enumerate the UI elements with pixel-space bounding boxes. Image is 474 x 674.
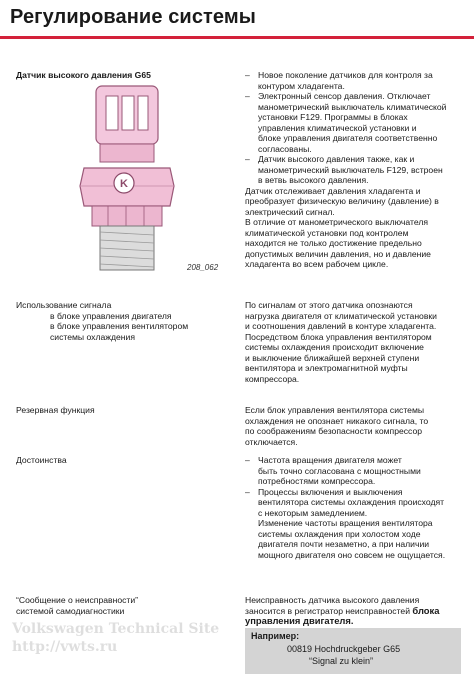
signal-usage-text: По сигналам от этого датчика опознаются нагрузка двигателя от климатической установки и соотношения давлений в контуре хладагента. Посредством блока управления вентилятором системы охлаждения происходит включение и выключение ближайшей верхней ступени вентилятора и электромагнитной муфты компрессора. [245, 300, 437, 384]
diagnostics-label: “Сообщение о неисправности” системой самодиагностики [16, 595, 139, 616]
watermark: Volkswagen Technical Site http://vwts.ru [12, 621, 220, 655]
page-header [0, 0, 474, 40]
list-item: – Датчик высокого давления также, как и манометрический выключатель F129, встроен в ветвь высокого давления. [245, 154, 470, 186]
backup-function-label: Резервная функция [16, 405, 95, 415]
example-fault-code: 00819 Hochdruckgeber G65 [287, 644, 401, 654]
svg-text:K: K [120, 178, 128, 190]
list-item: – Процессы включения и выключения вентилятора системы охлаждения происходят с некоторым замедлением. [245, 487, 470, 519]
header-divider [0, 36, 474, 39]
figure-caption: 208_062 [187, 263, 219, 272]
advantages-note: Изменение частоты вращения вентилятора системы охлаждения при холостом ходе двигателя почти незаметно, а при наличии мощного двигателя оно совсем не ощущается. [258, 518, 446, 560]
signal-usage-label: Использование сигнала в блоке управления двигателя в блоке управления вентилятором системы охлаждения [16, 300, 189, 342]
diagnostics-text: Неисправность датчика высокого давления заносится в регистратор неисправностей блока управления двигателя. [245, 595, 440, 626]
list-item: – Новое поколение датчиков для контроля за контуром хладагента. [245, 70, 470, 91]
list-item: – Частота вращения двигателя может быть точно согласована с мощностными потребностями компрессора. [245, 455, 470, 487]
advantages-text [245, 455, 470, 560]
list-item: – Электронный сенсор давления. Отключает манометрический выключатель климатической установки F129. Программы в блоках управления климатической установки и блоке управления двигателя соответственно согласованы. [245, 91, 470, 154]
example-label: Например: [251, 631, 300, 641]
advantages-label: Достоинства [16, 455, 67, 465]
example-fault-text: “Signal zu klein” [309, 656, 374, 666]
example-box [245, 628, 461, 674]
pressure-sensor-illustration [78, 82, 178, 277]
sensor-description [245, 70, 470, 270]
backup-function-text: Если блок управления вентилятора системы охлаждения не опознает никакого сигнала, то по соображениям безопасности компрессор отключается. [245, 405, 429, 447]
sensor-heading: Датчик высокого давления G65 [16, 70, 151, 80]
page-title: Регулирование системы [10, 6, 256, 28]
sensor-paragraph-1: Датчик отслеживает давления хладагента и преобразует физическую величину (давление) в электрический сигнал. [245, 185, 439, 217]
sensor-paragraph-2: В отличие от манометрического выключателя климатической установки под контролем находится не только достижение предельно допустимых величин давления, но и давление хладагента во всем рабочем цикле. [245, 217, 431, 269]
